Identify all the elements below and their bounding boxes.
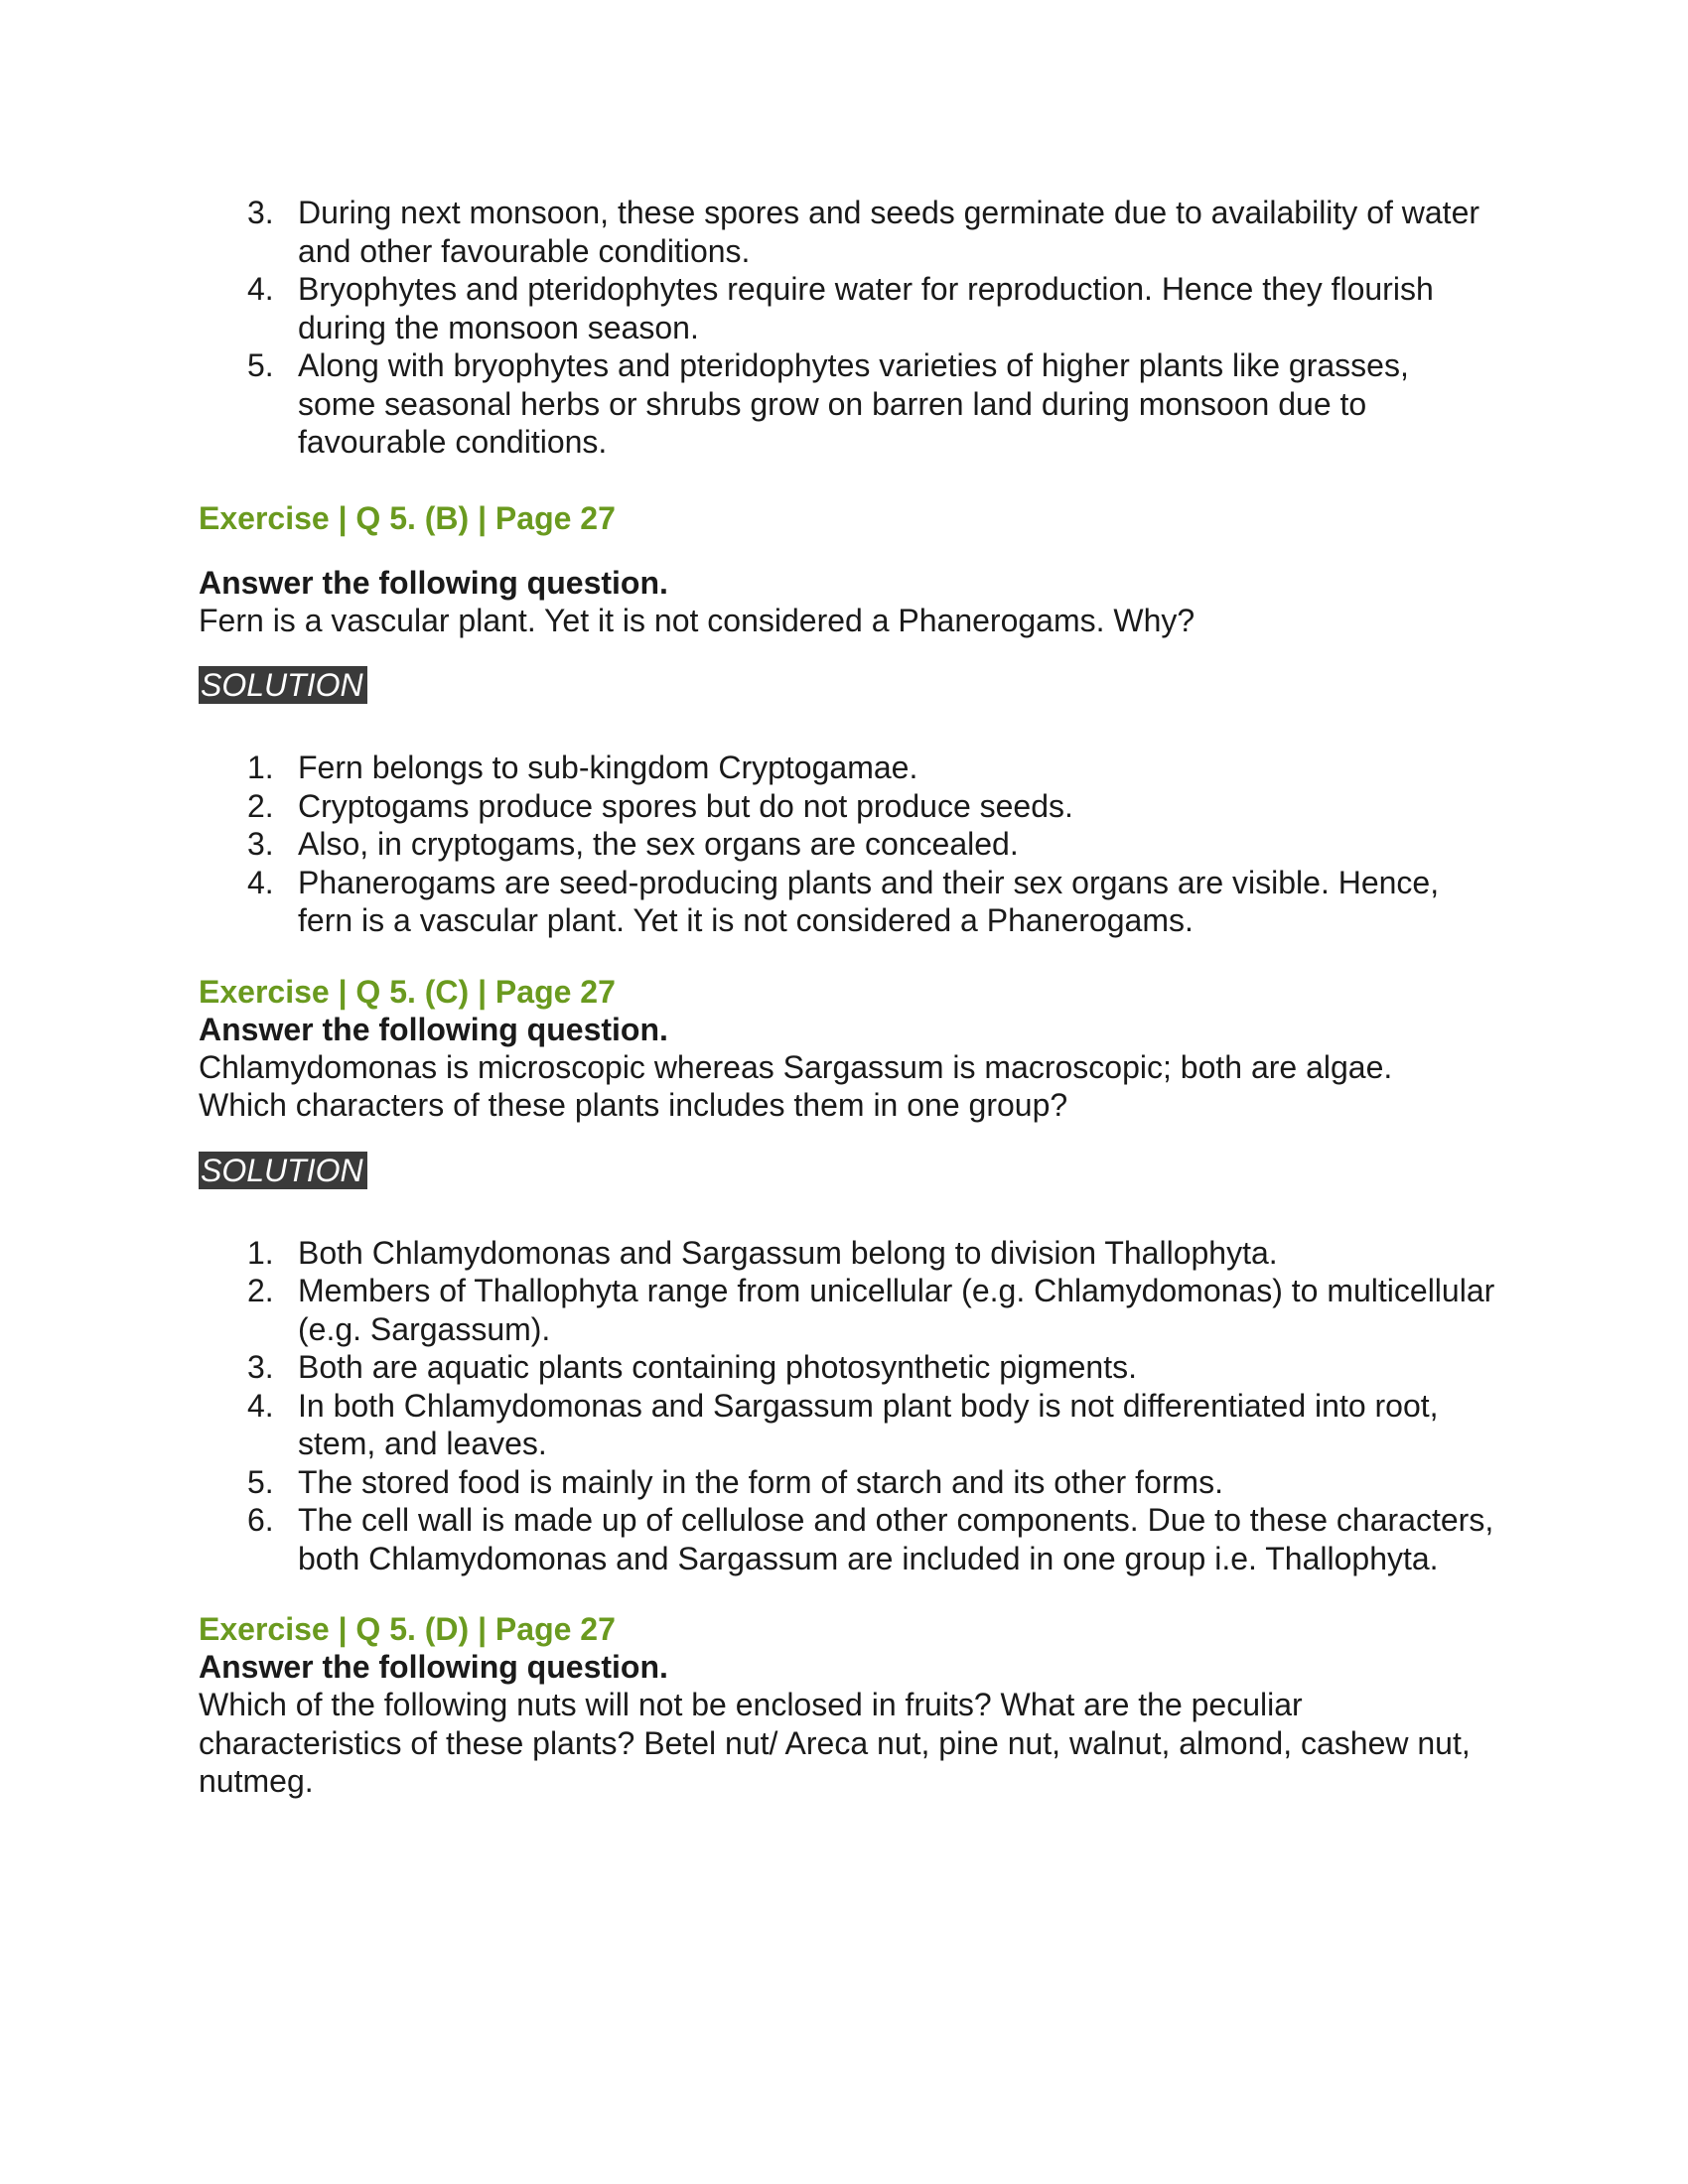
list-item: 5. Along with bryophytes and pteridophytes varieties of higher plants like grasses, some seasonal herbs or shrubs grow on barren land during monsoon due to favourable conditions.	[247, 347, 1409, 460]
exercise-heading-q5b: Exercise | Q 5. (B) | Page 27	[199, 499, 616, 536]
question-text: Which of the following nuts will not be enclosed in fruits? What are the peculiar characteristics of these plants? Betel nut/ Areca nut, pine nut, walnut, almond, cashew nut, nutmeg.	[199, 1687, 1471, 1799]
solution-label: SOLUTION	[199, 1152, 367, 1189]
list-item: 2. Cryptogams produce spores but do not produce seeds.	[247, 787, 1073, 824]
list-item: 6. The cell wall is made up of cellulose and other components. Due to these characters, both Chlamydomonas and Sargassum are included in one group i.e. Thallophyta.	[247, 1502, 1494, 1576]
list-item: 3. Both are aquatic plants containing photosynthetic pigments.	[247, 1349, 1137, 1385]
document-page	[199, 194, 1509, 1801]
question-text: Fern is a vascular plant. Yet it is not considered a Phanerogams. Why?	[199, 602, 1196, 638]
solution-list-q5b	[199, 749, 1489, 940]
exercise-heading-q5c: Exercise | Q 5. (C) | Page 27	[199, 973, 616, 1010]
list-item: 2. Members of Thallophyta range from unicellular (e.g. Chlamydomonas) to multicellular (e.g. Sargassum).	[247, 1273, 1495, 1347]
list-item: 4. In both Chlamydomonas and Sargassum plant body is not differentiated into root, stem, and leaves.	[247, 1387, 1439, 1461]
solution-label: SOLUTION	[199, 666, 367, 704]
question-prompt: Answer the following question.	[199, 1649, 668, 1685]
list-item: 1. Both Chlamydomonas and Sargassum belong to division Thallophyta.	[247, 1234, 1278, 1271]
list-item: 1. Fern belongs to sub-kingdom Cryptogamae.	[247, 750, 918, 785]
list-item: 4. Bryophytes and pteridophytes require water for reproduction. Hence they flourish during the monsoon season.	[247, 271, 1434, 345]
question-prompt: Answer the following question.	[199, 564, 668, 601]
list-item: 4. Phanerogams are seed-producing plants and their sex organs are visible. Hence, fern is a vascular plant. Yet it is not considered a Phanerogams.	[247, 864, 1440, 938]
list-item: 3. During next monsoon, these spores and seeds germinate due to availability of water and other favourable conditions.	[247, 195, 1480, 269]
question-prompt: Answer the following question.	[199, 1011, 668, 1047]
list-item: 3. Also, in cryptogams, the sex organs are concealed.	[247, 826, 1019, 862]
previous-answer-list	[199, 194, 1489, 462]
question-text: Chlamydomonas is microscopic whereas Sargassum is macroscopic; both are algae. Which characters of these plants includes them in one group?	[199, 1048, 1393, 1123]
exercise-heading-q5d: Exercise | Q 5. (D) | Page 27	[199, 1611, 616, 1647]
solution-list-q5c	[199, 1234, 1499, 1578]
list-item: 5. The stored food is mainly in the form of starch and its other forms.	[247, 1463, 1223, 1500]
